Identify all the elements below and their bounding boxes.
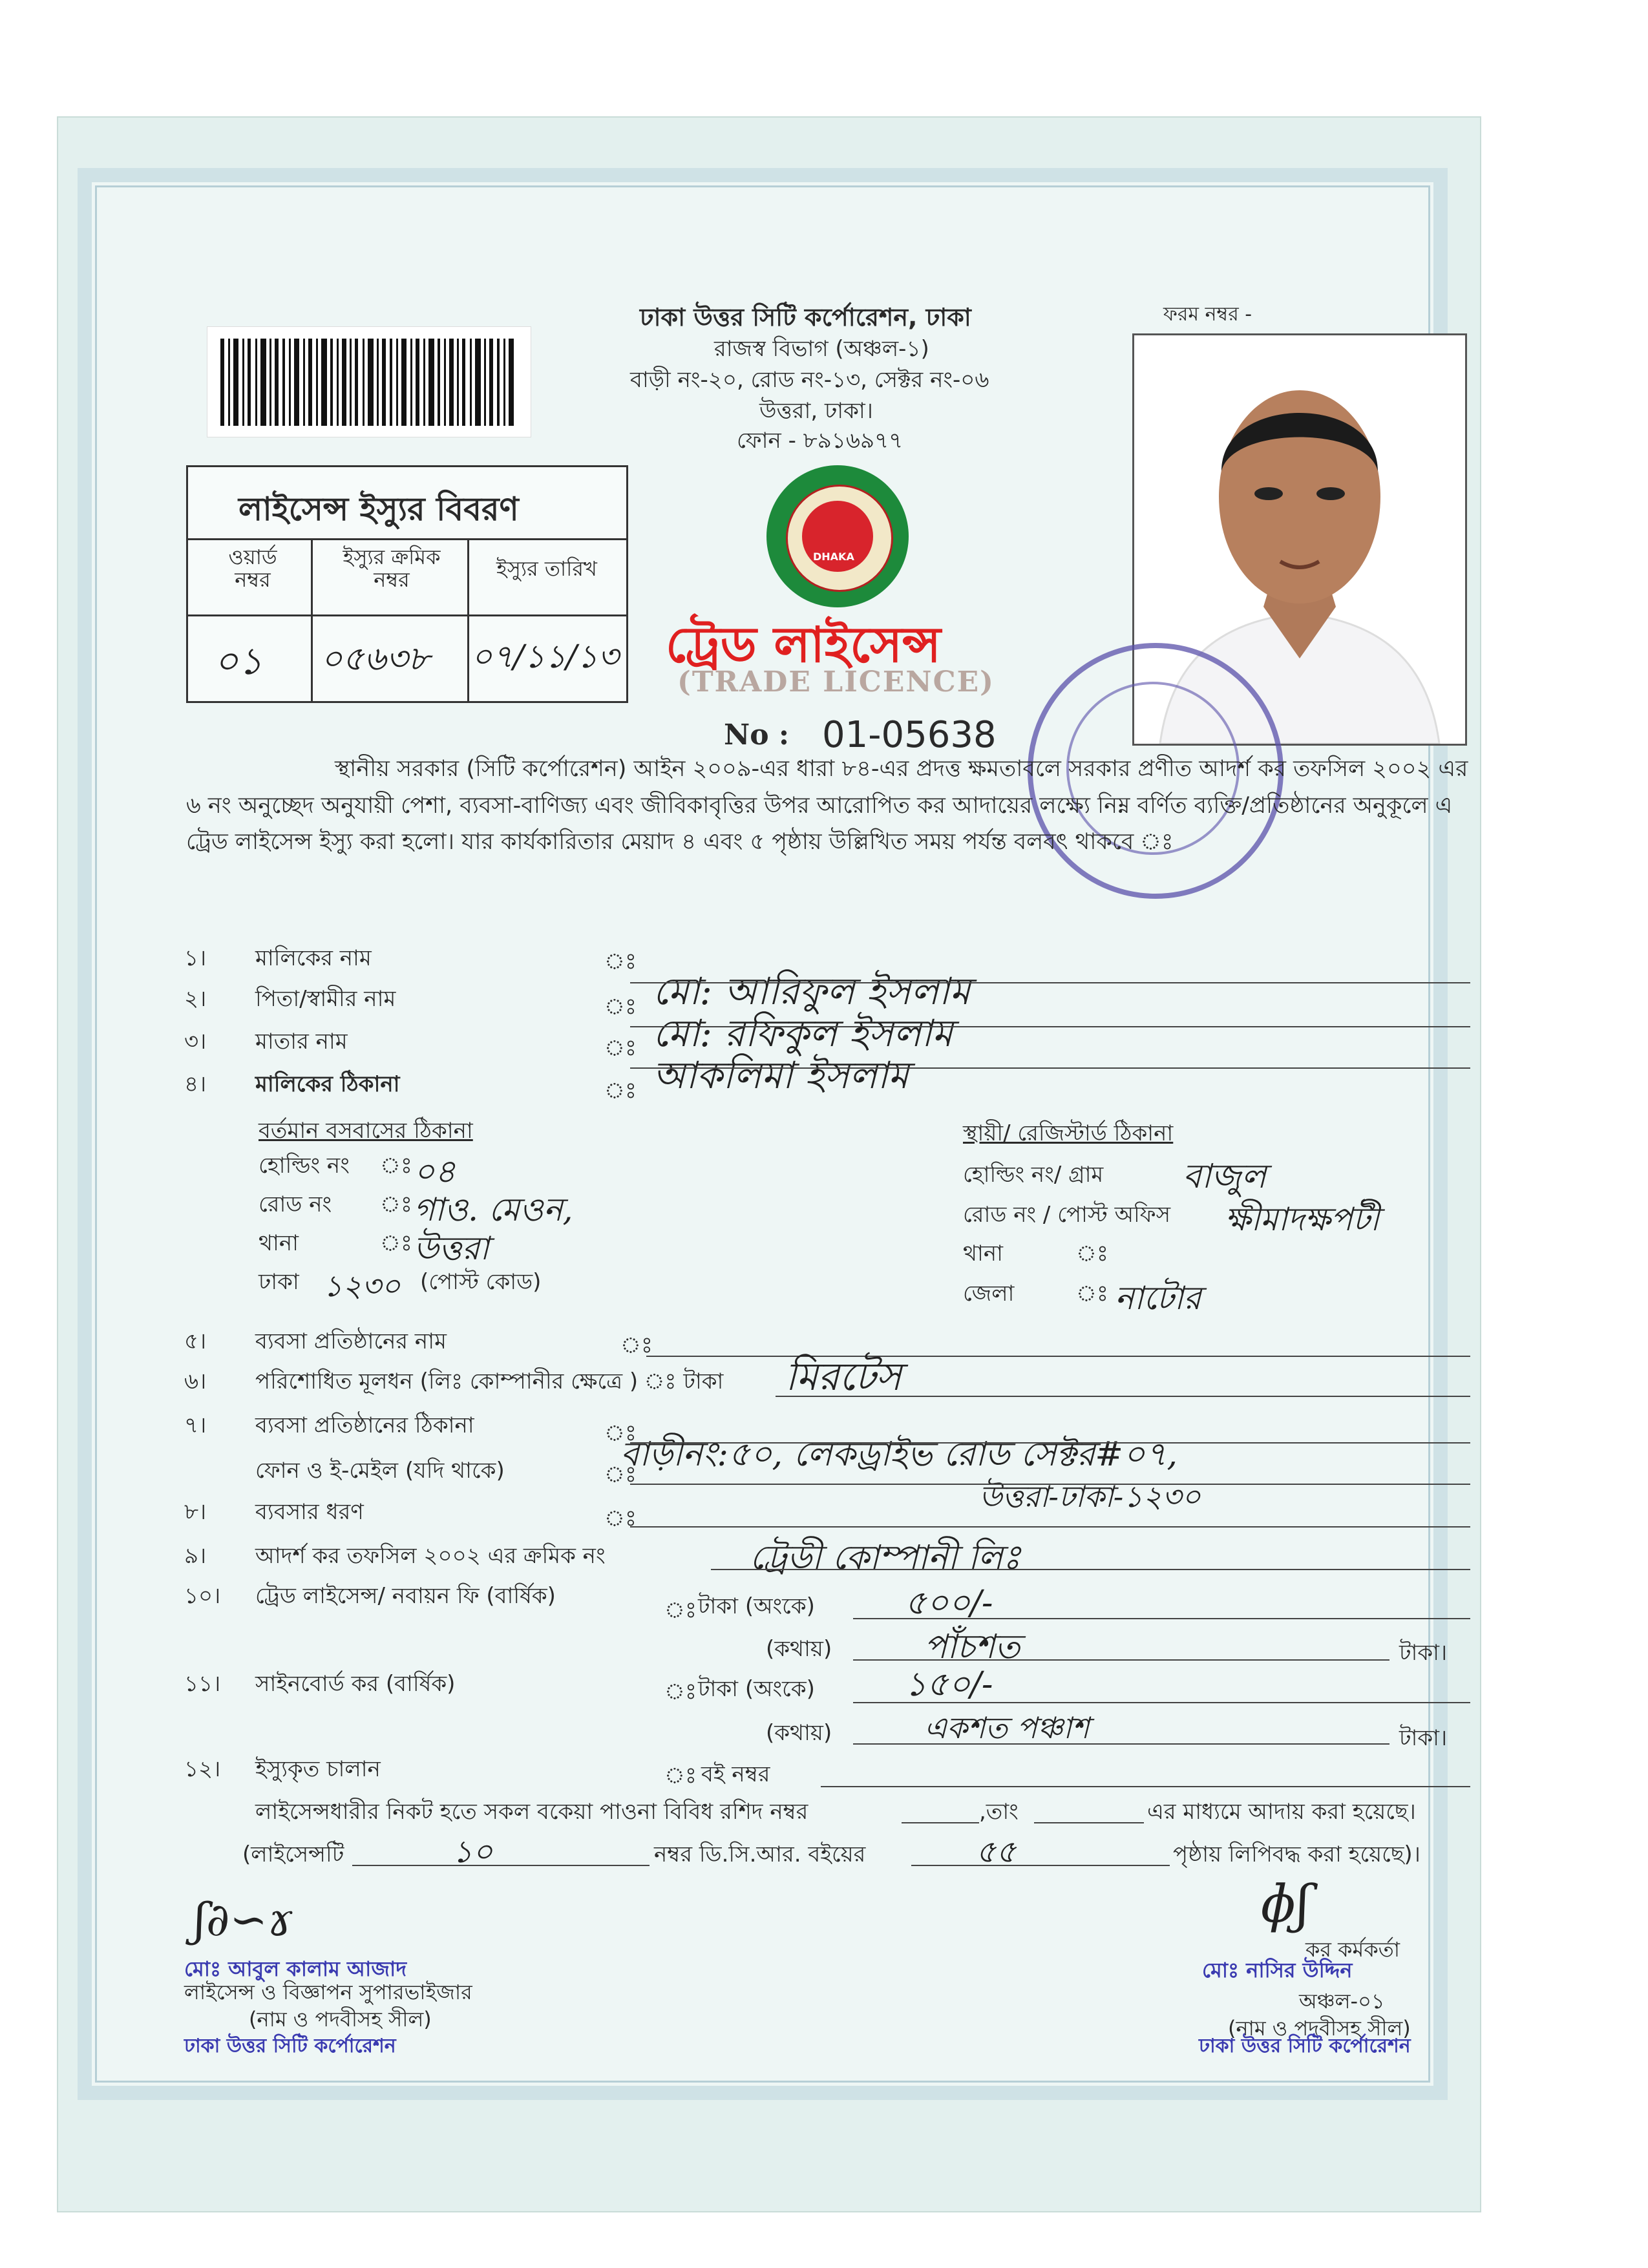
colon: ঃ bbox=[604, 949, 637, 974]
left-signatory-org: ঢাকা উত্তর সিটি কর্পোরেশন bbox=[184, 2035, 396, 2057]
form-number-label: ফরম নম্বর - bbox=[1163, 303, 1252, 326]
mother-name-label: মাতার নাম bbox=[255, 1029, 348, 1055]
licence-fee-label: ট্রেড লাইসেন্স/ নবায়ন ফি (বার্ষিক) bbox=[255, 1583, 556, 1609]
thana-value: উত্তরা bbox=[414, 1230, 489, 1267]
colon: ঃ bbox=[664, 1597, 697, 1623]
perm-district-label: জেলা bbox=[963, 1281, 1015, 1307]
licence-no-value: 01-05638 bbox=[822, 714, 997, 756]
right-signatory-org: ঢাকা উত্তর সিটি কর্পোরেশন bbox=[1199, 2035, 1411, 2057]
licence-fee-amount: ৫০০/- bbox=[905, 1584, 993, 1622]
right-signatory-role: কর কর্মকর্তা bbox=[1305, 1937, 1400, 1962]
office-phone: ফোন - ৮৯১৬৯৭৭ bbox=[737, 428, 903, 454]
owner-name-label: মালিকের নাম bbox=[255, 945, 372, 971]
receipt-line-end: এর মাধ্যমে আদায় করা হয়েছে। bbox=[1147, 1799, 1416, 1825]
business-address-value-2: উত্তরা-ঢাকা-১২৩০ bbox=[979, 1479, 1201, 1514]
signboard-tax-words: একশত পঞ্চাশ bbox=[924, 1710, 1090, 1745]
perm-holding-value: বাজুল bbox=[1183, 1157, 1267, 1196]
right-signatory-name: মোঃ নাসির উদ্দিন bbox=[1202, 1958, 1353, 1982]
perm-road-value: ক্ষীমাদক্ষপটী bbox=[1225, 1201, 1380, 1238]
field-11-number: ১১। bbox=[184, 1671, 221, 1697]
right-signatory-zone: অঞ্চল-০১ bbox=[1299, 1989, 1385, 2013]
colon: ঃ bbox=[604, 994, 637, 1020]
field-1-number: ১। bbox=[184, 945, 207, 971]
owner-name-value: মো: আরিফুল ইসলাম bbox=[653, 969, 971, 1013]
road-value: গাও. মেওন, bbox=[414, 1191, 573, 1228]
business-name-label: ব্যবসা প্রতিষ্ঠানের নাম bbox=[255, 1328, 447, 1354]
right-seal-note: (নাম ও পদবীসহ সীল) bbox=[1228, 2016, 1411, 2041]
paid-capital-label: পরিশোধিত মূলধন (লিঃ কোম্পানীর ক্ষেত্রে ) ঃ টাকা bbox=[255, 1369, 724, 1394]
colon: ঃ bbox=[620, 1332, 653, 1358]
date-header: ইস্যুর তারিখ bbox=[496, 556, 597, 581]
signboard-tax-taka: টাকা। bbox=[1399, 1725, 1448, 1751]
date-value: ০৭/১১/১৩ bbox=[471, 638, 619, 675]
ward-header: ওয়ার্ড নম্বর bbox=[228, 545, 277, 593]
road-label: রোড নং bbox=[259, 1192, 332, 1217]
licence-fee-words-label: (কথায়) bbox=[766, 1636, 832, 1662]
signboard-tax-amount-label: টাকা (অংকে) bbox=[698, 1676, 815, 1702]
licence-no-label: No : bbox=[724, 719, 790, 751]
field-3-number: ৩। bbox=[184, 1029, 207, 1055]
holding-value: ০৪ bbox=[414, 1153, 456, 1190]
licence-line-text: (লাইসেন্সটি bbox=[242, 1842, 344, 1867]
holding-label: হোল্ডিং নং bbox=[259, 1153, 350, 1179]
phone-email-label: ফোন ও ই-মেইল (যদি থাকে) bbox=[255, 1458, 505, 1484]
colon: ঃ bbox=[604, 1462, 637, 1487]
serial-value: ০৫৬৩৮ bbox=[321, 640, 430, 678]
dhaka-label: ঢাকা bbox=[259, 1269, 299, 1295]
field-8-number: ৮। bbox=[184, 1499, 207, 1525]
signboard-tax-amount: ১৫০/- bbox=[905, 1665, 993, 1704]
barcode bbox=[207, 326, 531, 437]
colon: ঃ bbox=[1076, 1281, 1108, 1307]
colon: ঃ bbox=[664, 1679, 697, 1705]
signboard-tax-label: সাইনবোর্ড কর (বার্ষিক) bbox=[255, 1671, 456, 1697]
challan-label: ইস্যুকৃত চালান bbox=[255, 1756, 381, 1782]
city-corporation-logo bbox=[766, 465, 909, 607]
left-seal-note: (নাম ও পদবীসহ সীল) bbox=[249, 2007, 432, 2032]
father-name-label: পিতা/স্বামীর নাম bbox=[255, 986, 396, 1012]
tax-schedule-value: ট্রেডী কোম্পানী লিঃ bbox=[750, 1538, 1021, 1577]
organization-name: ঢাকা উত্তর সিটি কর্পোরেশন, ঢাকা bbox=[640, 303, 971, 331]
field-12-number: ১২। bbox=[184, 1756, 221, 1782]
left-signatory-role: লাইসেন্স ও বিজ্ঞাপন সুপারভাইজার bbox=[184, 1980, 472, 2004]
trade-licence-title-bn: ট্রেড লাইসেন্স bbox=[666, 616, 941, 673]
left-signature: ʃ∂∽ɤ bbox=[194, 1893, 293, 1946]
postcode-label: (পোস্ট কোড) bbox=[420, 1269, 542, 1295]
dcr-line-end: পৃষ্ঠায় লিপিবদ্ধ করা হয়েছে)। bbox=[1173, 1842, 1421, 1867]
colon: ঃ bbox=[380, 1153, 412, 1179]
field-7-number: ৭। bbox=[184, 1412, 207, 1438]
office-address: বাড়ী নং-২০, রোড নং-১৩, সেক্টর নং-০৬ bbox=[630, 367, 989, 393]
present-address-label: বর্তমান বসবাসের ঠিকানা bbox=[259, 1118, 473, 1144]
ward-value: ০১ bbox=[214, 639, 263, 683]
business-type-label: ব্যবসার ধরণ bbox=[255, 1499, 364, 1525]
dcr-licence-number: ১০ bbox=[452, 1834, 493, 1870]
colon: ঃ bbox=[380, 1192, 412, 1217]
permanent-address-label: স্থায়ী/ রেজিস্টার্ড ঠিকানা bbox=[963, 1120, 1174, 1146]
field-6-number: ৬। bbox=[184, 1369, 207, 1394]
field-4-number: ৪। bbox=[184, 1071, 207, 1097]
perm-holding-label: হোল্ডিং নং/ গ্রাম bbox=[963, 1162, 1104, 1188]
thana-label: থানা bbox=[259, 1230, 299, 1256]
signboard-tax-words-label: (কথায়) bbox=[766, 1720, 832, 1746]
issue-details-box bbox=[186, 465, 628, 703]
dcr-book-label: নম্বর ডি.সি.আর. বইয়ের bbox=[654, 1842, 866, 1867]
paid-capital-value: মিরটেস bbox=[785, 1354, 902, 1400]
dcr-page-number: ৫৫ bbox=[976, 1834, 1017, 1870]
book-number-label: বই নম্বর bbox=[701, 1761, 770, 1787]
postcode-value: ১২৩০ bbox=[323, 1268, 401, 1303]
field-10-number: ১০। bbox=[184, 1583, 221, 1609]
perm-district-value: নাটোর bbox=[1115, 1279, 1201, 1317]
father-name-value: মো: রফিকুল ইসলাম bbox=[653, 1011, 953, 1055]
perm-thana-label: থানা bbox=[963, 1241, 1004, 1266]
licence-fee-words: পাঁচশত bbox=[924, 1628, 1020, 1666]
business-address-label: ব্যবসা প্রতিষ্ঠানের ঠিকানা bbox=[255, 1412, 474, 1438]
colon: ঃ bbox=[1076, 1241, 1108, 1266]
receipt-date-label: ,তাং bbox=[979, 1799, 1019, 1825]
licence-fee-amount-label: টাকা (অংকে) bbox=[698, 1593, 815, 1619]
colon: ঃ bbox=[380, 1230, 412, 1256]
colon: ঃ bbox=[604, 1035, 637, 1061]
serial-header: ইস্যুর ক্রমিক নম্বর bbox=[343, 545, 441, 593]
colon: ঃ bbox=[604, 1078, 637, 1104]
right-signature: ɸʃ bbox=[1260, 1874, 1311, 1934]
owner-address-label: মালিকের ঠিকানা bbox=[255, 1071, 400, 1097]
trade-licence-title-en: (TRADE LICENCE) bbox=[677, 666, 995, 698]
logo-text: DHAKA bbox=[813, 551, 854, 563]
intro-paragraph: স্থানীয় সরকার (সিটি কর্পোরেশন) আইন ২০০৯-এর ধারা ৮৪-এর প্রদত্ত ক্ষমতাবলে সরকার প্রণীত আদর্শ কর তফসিল ২০০২ এর ৬ নং অনুচ্ছেদ অনুযায়ী পেশা, ব্যবসা-বাণিজ্য এবং জীবিকাবৃত্তির উপর আরোপিত কর আদায়ের লক্ষ্যে নিম্ন বর্ণিত ব্যক্তি/প্রতিষ্ঠানের অনুকূলে এ ট্রেড লাইসেন্স ইস্যু করা হলো। যার কার্যকারিতার মেয়াদ ৪ এবং ৫ পৃষ্ঠায় উল্লিখিত সময় পর্যন্ত বলবৎ থাকবে ঃ bbox=[186, 756, 1468, 856]
colon: ঃ bbox=[664, 1763, 697, 1789]
field-2-number: ২। bbox=[184, 986, 207, 1012]
tax-schedule-label: আদর্শ কর তফসিল ২০০২ এর ক্রমিক নং bbox=[255, 1543, 606, 1569]
colon: ঃ bbox=[604, 1420, 637, 1446]
mother-name-value: আকলিমা ইসলাম bbox=[653, 1053, 909, 1097]
receipt-line-text: লাইসেন্সধারীর নিকট হতে সকল বকেয়া পাওনা বিবিধ রশিদ নম্বর bbox=[255, 1799, 808, 1825]
department: রাজস্ব বিভাগ (অঞ্চল-১) bbox=[714, 336, 929, 362]
field-5-number: ৫। bbox=[184, 1328, 207, 1354]
issue-box-title: লাইসেন্স ইস্যুর বিবরণ bbox=[238, 490, 519, 528]
office-city: উত্তরা, ঢাকা। bbox=[759, 398, 873, 424]
perm-road-label: রোড নং / পোস্ট অফিস bbox=[963, 1202, 1171, 1228]
left-signatory-name: মোঃ আবুল কালাম আজাদ bbox=[184, 1957, 407, 1981]
licence-fee-taka: টাকা। bbox=[1399, 1640, 1448, 1666]
field-9-number: ৯। bbox=[184, 1543, 207, 1569]
colon: ঃ bbox=[604, 1506, 637, 1531]
business-address-value: বাড়ীনং:৫০, লেকড্রাইভ রোড সেক্টর#০৭, bbox=[620, 1435, 1178, 1474]
